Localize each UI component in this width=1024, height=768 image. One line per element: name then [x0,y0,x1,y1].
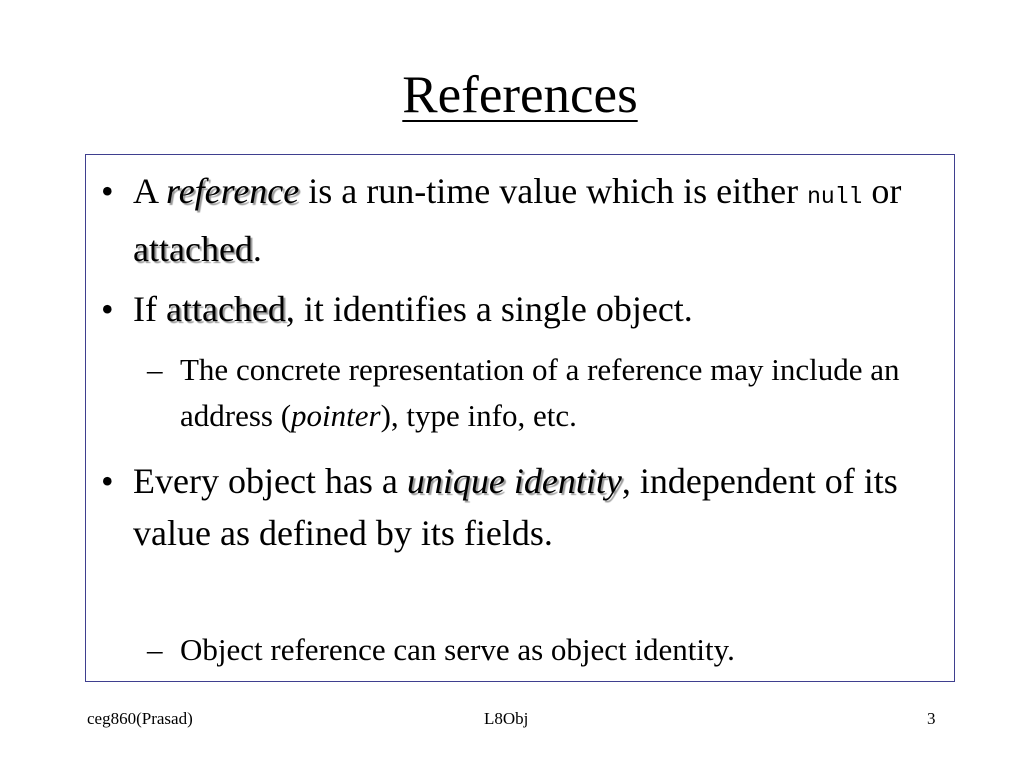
term-unique-identity: unique identity [406,461,622,501]
sub-bullet-2-1-prefix: The concrete representation of a reference may include an address ( [180,352,900,433]
sub-bullet-marker: – [147,632,163,667]
bullet-3-suffix: , independent of its value as defined by its fields. [133,461,898,553]
sub-bullet-marker: – [147,352,163,387]
bullet-1-mid: is a run-time value which is either [299,171,808,211]
term-attached: attached [165,289,286,329]
bullet-2-suffix: , it identifies a single object. [285,289,693,329]
sub-bullet-2-1 [180,347,940,439]
bullet-2-prefix: If [133,289,166,329]
bullet-marker: • [101,171,114,211]
bullet-3-prefix: Every object has a [133,461,407,501]
footer-course: ceg860(Prasad) [87,709,193,728]
sub-bullet-2-1-suffix: ), type info, etc. [380,398,577,433]
footer-lecture: L8Obj [484,709,529,728]
bullet-1-suffix: . [252,229,262,269]
code-null: null [807,184,863,210]
bullet-2 [133,283,923,335]
term-reference: reference [166,171,300,211]
sub-bullet-3-1: Object reference can serve as object identity. [180,632,735,667]
slide-title: References [402,66,638,124]
bullet-1-or: or [862,171,902,211]
bullet-1 [133,165,923,275]
bullet-marker: • [101,289,114,329]
bullet-3 [133,455,923,559]
term-attached: attached [133,229,253,269]
term-pointer: pointer [291,398,381,433]
bullet-marker: • [101,461,114,501]
bullet-1-prefix: A [133,171,167,211]
page-number: 3 [927,709,936,728]
